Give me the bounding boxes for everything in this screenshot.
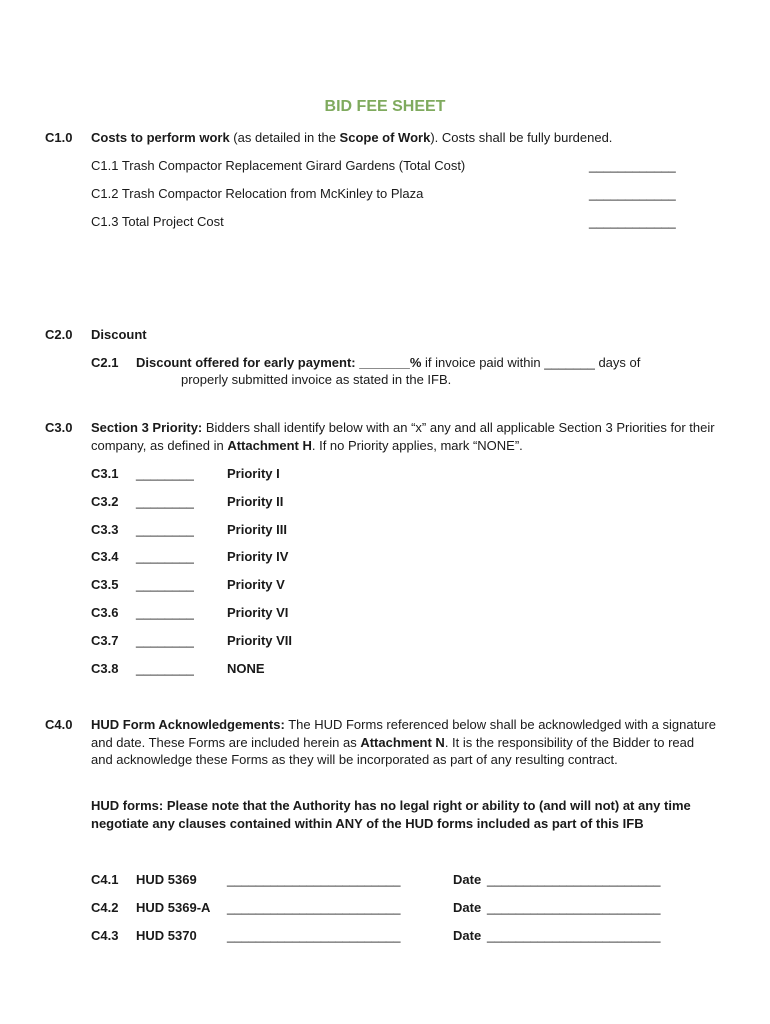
c4-signature-blank[interactable]: ________________________ [227, 928, 401, 943]
section-c1-heading [91, 129, 612, 146]
c3-lead-bold: Section 3 Priority: [91, 420, 203, 435]
c1-item-label: C1.1 Trash Compactor Replacement Girard Gardens (Total Cost) [91, 158, 466, 173]
c4-hud-note: HUD forms: Please note that the Authority has no legal right or ability to (and will not) at any time negotiate any clauses contained within ANY of the HUD forms included as part of this IFB [91, 798, 691, 831]
section-c2-heading: Discount [91, 327, 147, 342]
c1-item-label: C1.2 Trash Compactor Relocation from McKinley to Plaza [91, 186, 424, 201]
c2-sub-bold: Discount offered for early payment: _______% [136, 355, 422, 370]
c1-item-label: C1.3 Total Project Cost [91, 214, 224, 229]
c4-lead-bold: HUD Form Acknowledgements: [91, 717, 285, 732]
c3-item-blank[interactable]: ________ [136, 661, 194, 676]
c3-item-label: Priority VI [227, 605, 289, 620]
c4-item-form: HUD 5369 [136, 872, 197, 887]
section-c4-paragraph [91, 716, 716, 769]
c2-sub-number: C2.1 [91, 355, 119, 370]
c3-item-blank[interactable]: ________ [136, 522, 194, 537]
c3-item-number: C3.2 [91, 494, 119, 509]
section-c4-number: C4.0 [45, 717, 73, 732]
c3-lead-text1: Bidders shall identify below with an “x” any and all applicable Section 3 Priorities for their company, as defined in [91, 420, 715, 453]
c1-item-blank[interactable]: ____________ [589, 214, 676, 229]
c3-item-number: C3.5 [91, 577, 119, 592]
c3-item-number: C3.4 [91, 549, 119, 564]
c3-item-blank[interactable]: ________ [136, 633, 194, 648]
c3-item-label: Priority I [227, 466, 280, 481]
c3-item-blank[interactable]: ________ [136, 549, 194, 564]
c1-lead-mid: (as detailed in the [229, 130, 340, 145]
section-c3-number: C3.0 [45, 420, 73, 435]
c4-item-form: HUD 5369-A [136, 900, 211, 915]
c1-lead-tail: ). Costs shall be fully burdened. [430, 130, 613, 145]
c4-item-number: C4.1 [91, 872, 119, 887]
c3-item-label: Priority IV [227, 549, 289, 564]
c1-scope-bold: Scope of Work [339, 130, 431, 145]
c4-item-number: C4.2 [91, 900, 119, 915]
c4-date-blank[interactable]: ________________________ [487, 900, 661, 915]
c1-lead-bold: Costs to perform work [91, 130, 230, 145]
c4-attachment-bold: Attachment N [360, 734, 445, 750]
c3-item-label: Priority VII [227, 633, 293, 648]
c4-lead-text2: . It is the responsibility of the Bidder to read and acknowledge these Forms as they will be incorporated as part of any resulting contract. [91, 734, 695, 767]
c3-item-number: C3.7 [91, 633, 119, 648]
c3-item-label: Priority V [227, 577, 285, 592]
section-c2-number: C2.0 [45, 327, 73, 342]
c4-date-blank[interactable]: ________________________ [487, 872, 661, 887]
c4-date-blank[interactable]: ________________________ [487, 928, 661, 943]
c2-sub-line1 [136, 354, 640, 371]
c3-item-number: C3.3 [91, 522, 119, 537]
c3-item-blank[interactable]: ________ [136, 494, 194, 509]
c1-item-blank[interactable]: ____________ [589, 158, 676, 173]
c4-date-label: Date [453, 900, 482, 915]
section-c3-paragraph [91, 419, 731, 454]
c4-item-number: C4.3 [91, 928, 119, 943]
c3-item-blank[interactable]: ________ [136, 577, 194, 592]
c3-item-number: C3.6 [91, 605, 119, 620]
c4-item-form: HUD 5370 [136, 928, 197, 943]
page-title: BID FEE SHEET [324, 98, 446, 115]
section-c1-number: C1.0 [45, 130, 73, 145]
c4-signature-blank[interactable]: ________________________ [227, 900, 401, 915]
c3-attachment-bold: Attachment H [227, 437, 312, 453]
c3-item-label: NONE [227, 661, 265, 676]
c3-item-number: C3.1 [91, 466, 119, 481]
c3-item-blank[interactable]: ________ [136, 605, 194, 620]
c3-item-label: Priority II [227, 494, 284, 509]
c4-date-label: Date [453, 872, 482, 887]
c3-item-blank[interactable]: ________ [136, 466, 194, 481]
c4-lead-text1: The HUD Forms referenced below shall be acknowledged with a signature and date. These Forms are included herein as [91, 717, 716, 750]
c2-sub-text: if invoice paid within _______ days of [421, 355, 641, 370]
c1-item-blank[interactable]: ____________ [589, 186, 676, 201]
c4-date-label: Date [453, 928, 482, 943]
c3-lead-text2: . If no Priority applies, mark “NONE”. [311, 437, 523, 453]
c3-item-number: C3.8 [91, 661, 119, 676]
c3-item-label: Priority III [227, 522, 287, 537]
c2-sub-line2: properly submitted invoice as stated in the IFB. [181, 372, 452, 387]
c4-signature-blank[interactable]: ________________________ [227, 872, 401, 887]
